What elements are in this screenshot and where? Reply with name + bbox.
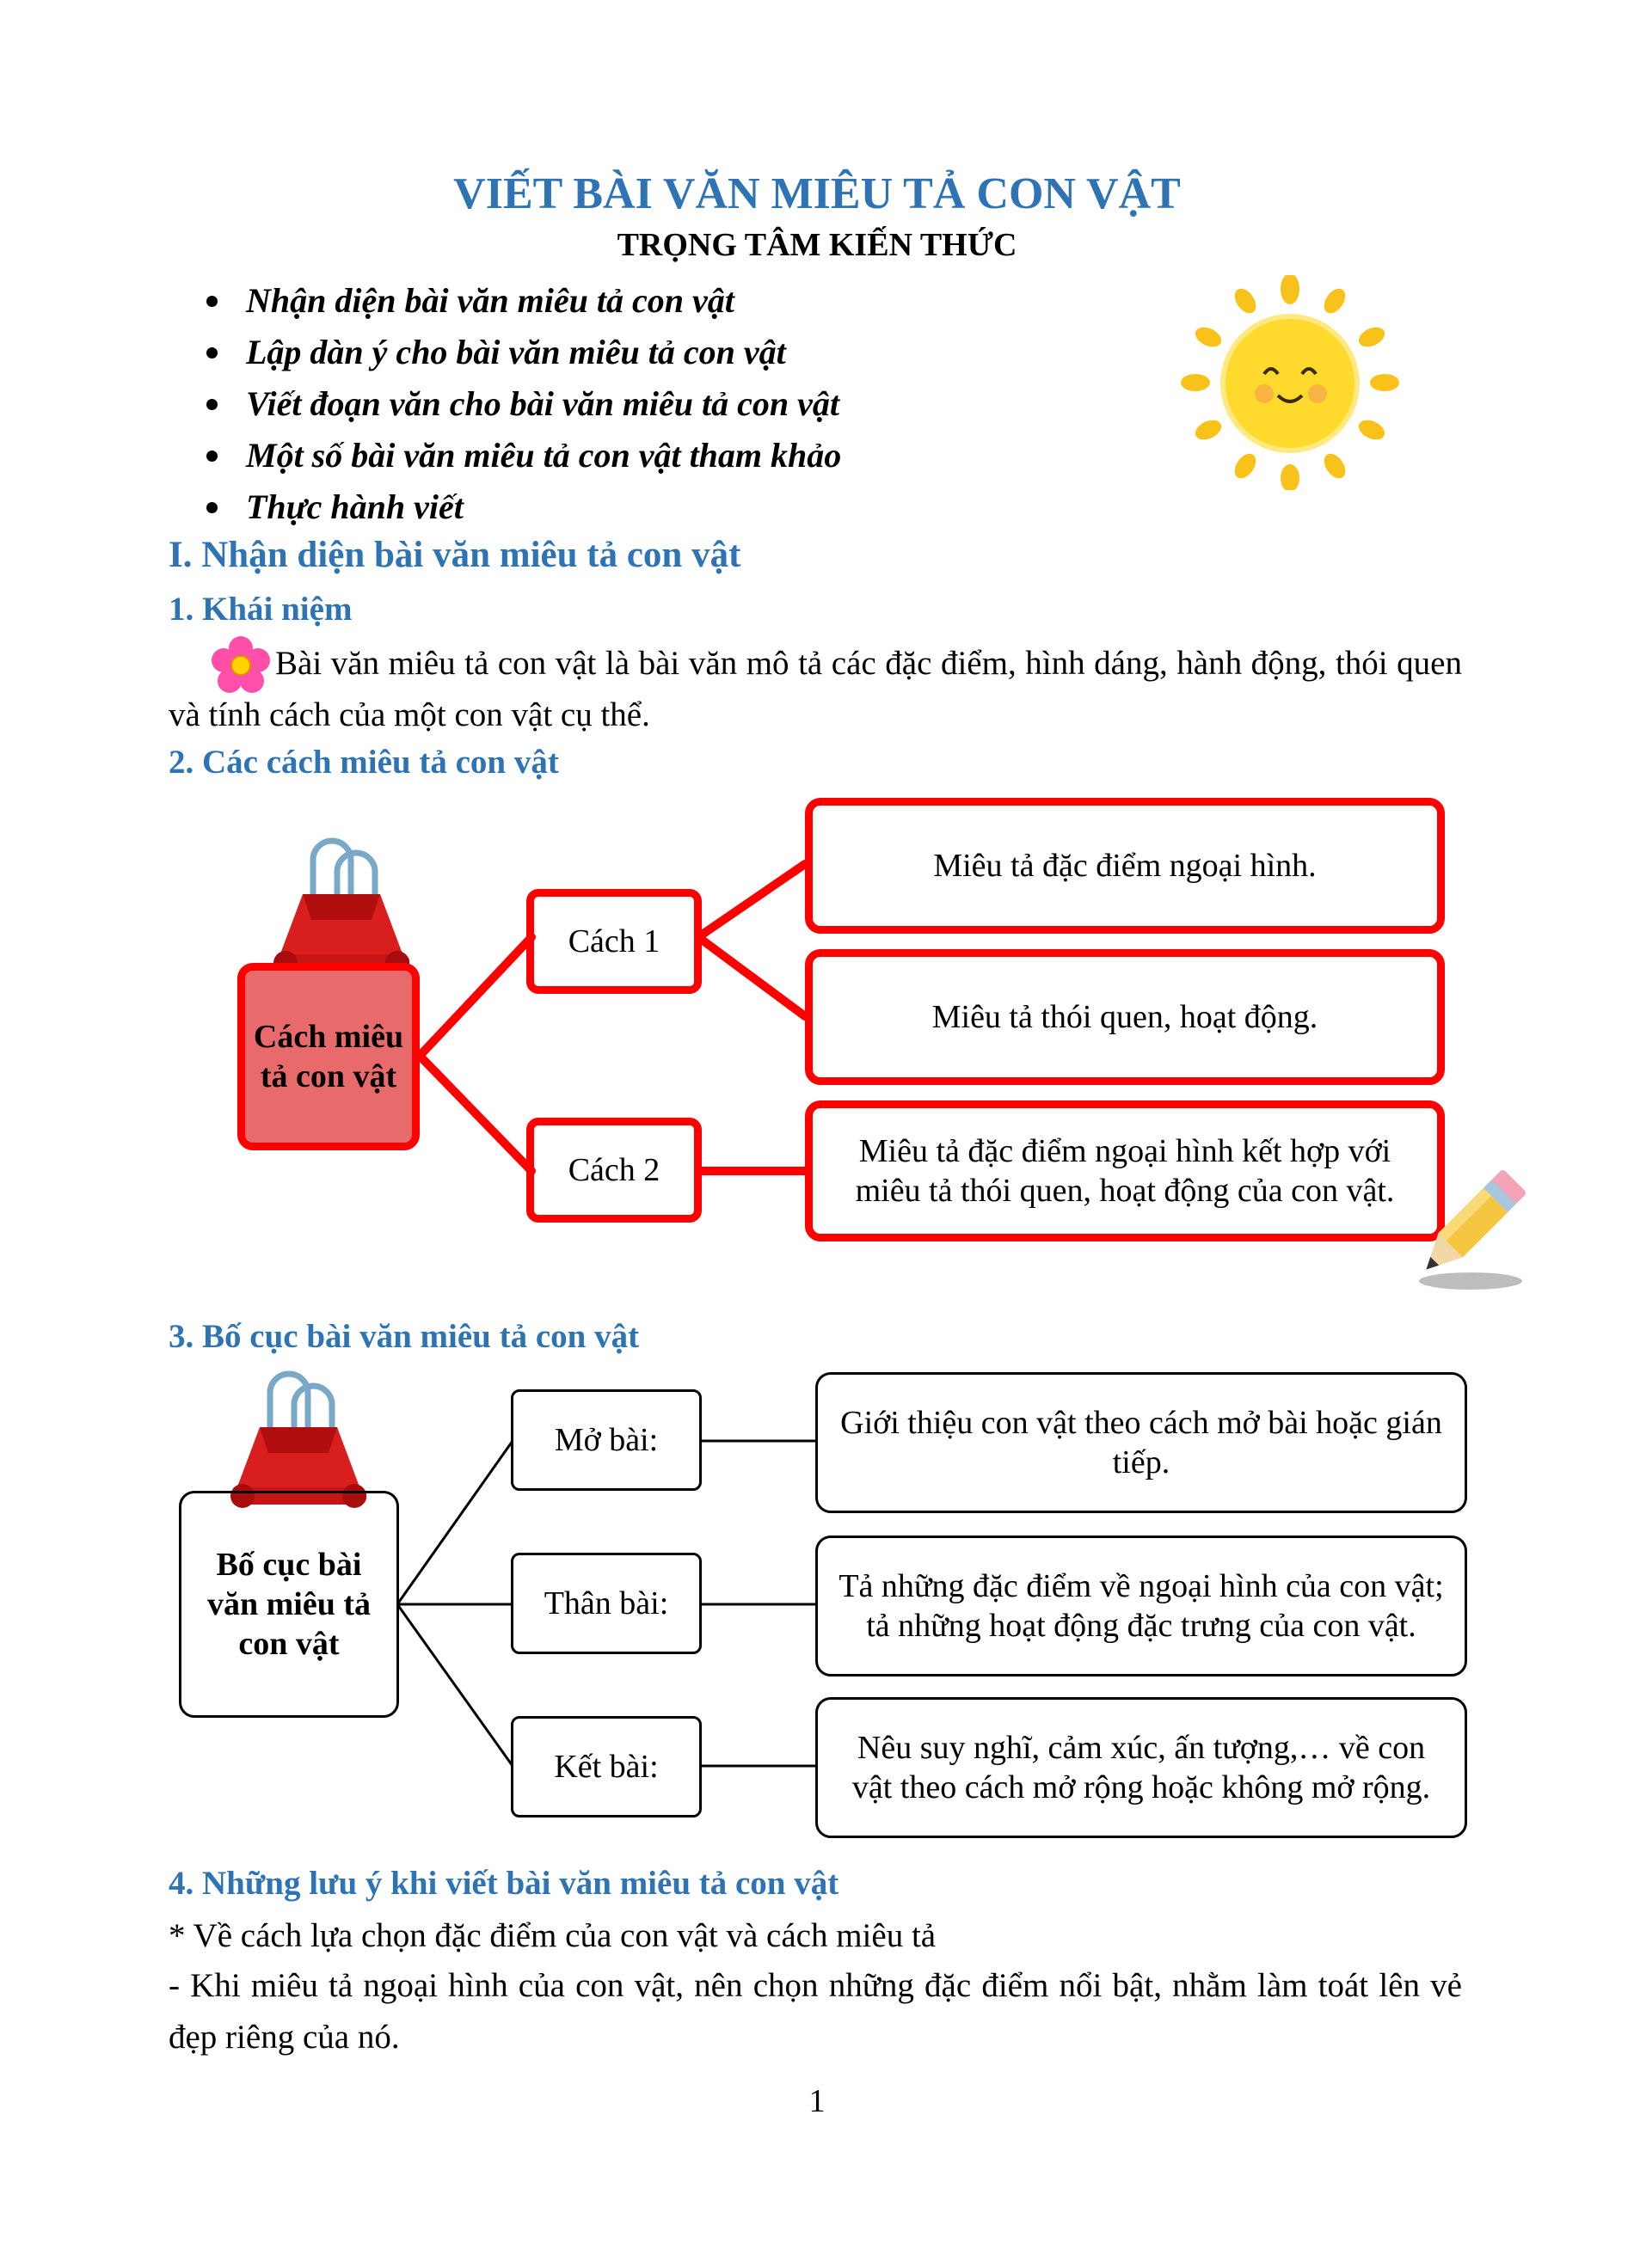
- subsection-heading: 2. Các cách miêu tả con vật: [169, 744, 559, 781]
- subsection-heading: 4. Những lưu ý khi viết bài văn miêu tả con vật: [169, 1865, 839, 1902]
- note-paragraph: - Khi miêu tả ngoại hình của con vật, nên chọn những đặc điểm nổi bật, nhằm làm toát lên vẻ đẹp riêng của nó.: [169, 1967, 1462, 2056]
- section-heading: I. Nhận diện bài văn miêu tả con vật: [169, 535, 741, 575]
- subsection-heading: 1. Khái niệm: [169, 591, 353, 628]
- subsection-heading: 3. Bố cục bài văn miêu tả con vật: [169, 1318, 640, 1355]
- conclusion-part-box: Kết bài:: [511, 1716, 702, 1817]
- body-desc-box: Tả những đặc điểm về ngoại hình của con vật; tả những hoạt động đặc trưng của con vật.: [815, 1535, 1467, 1676]
- bullet-icon: [206, 399, 218, 410]
- structure-root-box: Bố cục bài văn miêu tả con vật: [179, 1491, 399, 1718]
- way-1-box: Cách 1: [526, 889, 702, 994]
- bullet-icon: [206, 296, 218, 307]
- conclusion-desc-box: Nêu suy nghĩ, cảm xúc, ấn tượng,… về con vật theo cách mở rộng hoặc không mở rộng.: [815, 1697, 1467, 1838]
- bullet-icon: [206, 451, 218, 462]
- definition-paragraph: Bài văn miêu tả con vật là bài văn mô tả các đặc điểm, hình dáng, hành động, thói quen và tính cách của một con vật cụ thể.: [169, 645, 1462, 733]
- leaf-appearance-box: Miêu tả đặc điểm ngoại hình.: [805, 798, 1445, 934]
- bullet-icon: [206, 502, 218, 513]
- leaf-habits-box: Miêu tả thói quen, hoạt động.: [805, 949, 1445, 1085]
- list-item: Viết đoạn văn cho bài văn miêu tả con vật: [206, 378, 841, 430]
- way-2-box: Cách 2: [526, 1118, 702, 1223]
- page-subtitle: TRỌNG TÂM KIẾN THỨC: [617, 227, 1017, 263]
- list-item: Lập dàn ý cho bài văn miêu tả con vật: [206, 327, 841, 378]
- leaf-combined-box: Miêu tả đặc điểm ngoại hình kết hợp với miêu tả thói quen, hoạt động của con vật.: [805, 1100, 1445, 1241]
- body-part-box: Thân bài:: [511, 1553, 702, 1654]
- bullet-icon: [206, 347, 218, 359]
- ways-root-box: Cách miêu tả con vật: [237, 963, 420, 1150]
- key-points-list: [206, 275, 841, 533]
- intro-part-box: Mở bài:: [511, 1389, 702, 1491]
- list-item: Một số bài văn miêu tả con vật tham khảo: [206, 430, 841, 481]
- note-line: * Về cách lựa chọn đặc điểm của con vật và cách miêu tả: [169, 1917, 937, 1954]
- list-item: Nhận diện bài văn miêu tả con vật: [206, 275, 841, 327]
- page-title: VIẾT BÀI VĂN MIÊU TẢ CON VẬT: [453, 169, 1181, 218]
- page-number: 1: [808, 2083, 826, 2119]
- list-item: Thực hành viết: [206, 481, 841, 533]
- sun-icon: [1170, 275, 1410, 490]
- pencil-icon: [1402, 1161, 1531, 1298]
- intro-desc-box: Giới thiệu con vật theo cách mở bài hoặc gián tiếp.: [815, 1372, 1467, 1513]
